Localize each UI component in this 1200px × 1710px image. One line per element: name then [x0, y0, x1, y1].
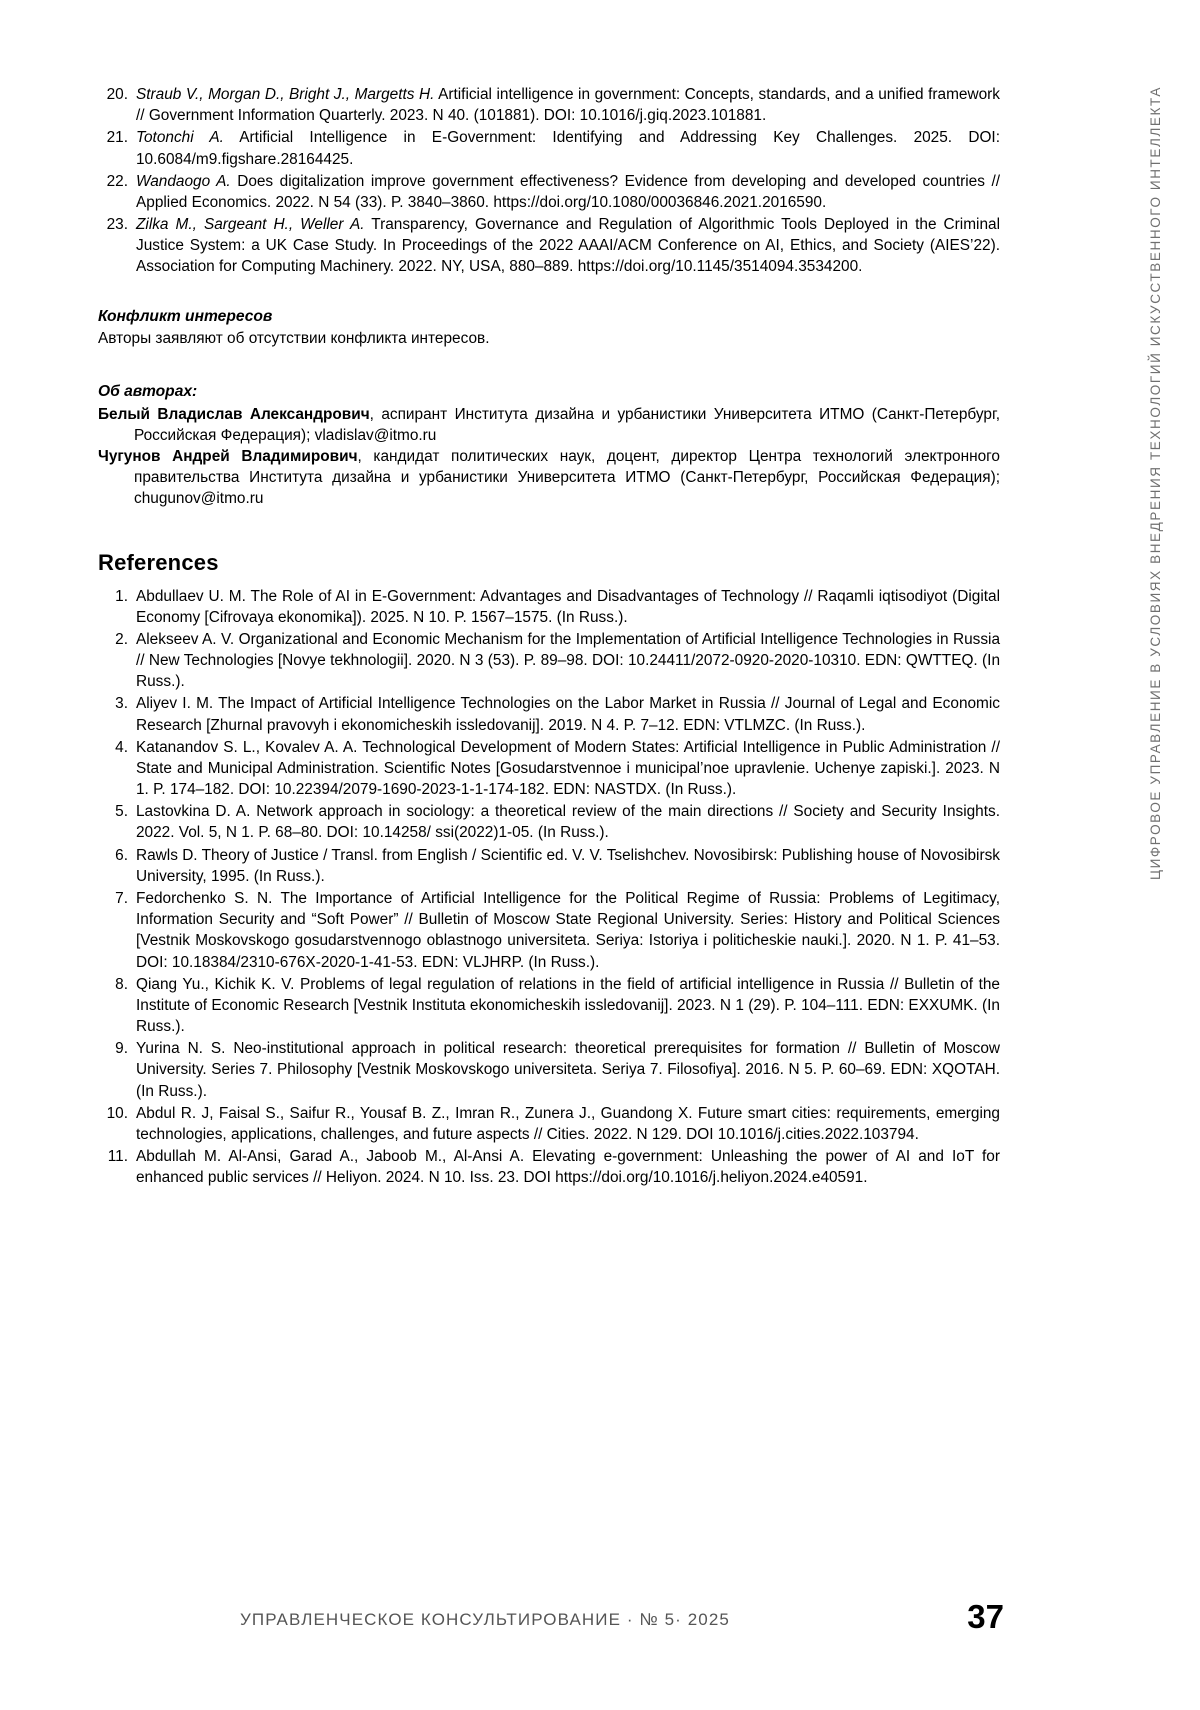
reference-text: Alekseev A. V. Organizational and Economic Mechanism for the Implementation of Artificial Intelligence Technologies in Russia // New Technologies [Novye tekhnologii]. 2020. N 3 (53). P. 89–98. DOI: 10.24411/2072-0920-2020-10310. EDN: QWTTEQ. (In Russ.). — [136, 630, 1000, 691]
reference-text: Abdul R. J, Faisal S., Saifur R., Yousaf B. Z., Imran R., Zunera J., Guandong X. Future smart cities: requirements, emerging technologies, applications, challenges, and future aspects // Cities. 2022. N 129. DOI 10.1016/j.cities.2022.103794. — [136, 1104, 1000, 1143]
reference-text: Artificial intelligence in government: Concepts, standards, and a unified framework // Government Information Quarterly. 2023. N 40. (101881). DOI: 10.1016/j.giq.2023.101881. — [136, 86, 1000, 125]
author-affiliation: , кандидат политических наук, доцент, директор Центра технологий электронного правительства Института дизайна и урбанистики Университета ИТМО (Санкт-Петербург, Российская Федерация); chugunov@itmo.ru — [134, 448, 1000, 508]
author-name: Чугунов Андрей Владимирович — [98, 448, 358, 466]
english-reference-list — [98, 586, 1000, 1189]
reference-number: 4. — [115, 738, 128, 756]
list-item — [98, 1103, 1000, 1145]
reference-number: 3. — [115, 695, 128, 713]
vertical-running-head-text: ЦИФРОВОЕ УПРАВЛЕНИЕ В УСЛОВИЯХ ВНЕДРЕНИЯ ТЕХНОЛОГИЙ ИСКУССТВЕННОГО ИНТЕЛЛЕКТА — [1148, 86, 1164, 880]
page-number: 37 — [967, 1598, 1004, 1635]
list-item — [98, 586, 1000, 628]
reference-text: Transparency, Governance and Regulation of Algorithmic Tools Deployed in the Criminal Justice System: a UK Case Study. In Proceedings of the 2022 AAAI/ACM Conference on AI, Ethics, and Society (AIES’22). Association for Computing Machinery. 2022. NY, USA, 880–889. https://doi.org/10.1145/3514094.3534200. — [136, 216, 1000, 276]
reference-authors: Straub V., Morgan D., Bright J., Margetts H. — [136, 86, 435, 103]
reference-authors: Totonchi A. — [136, 129, 224, 147]
reference-number: 7. — [115, 889, 128, 907]
reference-text: Fedorchenko S. N. The Importance of Artificial Intelligence for the Political Regime of Russia: Problems of Legitimacy, Information Security and “Soft Power” // Bulletin of Moscow State Regional University. Series: History and Political Sciences [Vestnik Moskovskogo gosudarstvennogo oblastnogo universiteta. Seriya: Istoriya i politicheskie nauki.]. 2020. N 1. P. 41–53. DOI: 10.18384/2310-676X-2020-1-41-53. EDN: VLJHRP. (In Russ.). — [136, 889, 1000, 971]
reference-number: 11. — [107, 1148, 128, 1166]
russian-reference-list — [98, 84, 1000, 278]
reference-number: 8. — [115, 975, 128, 993]
list-item — [98, 1146, 1000, 1188]
footer-journal-title: УПРАВЛЕНЧЕСКОЕ КОНСУЛЬТИРОВАНИЕ · № 5· 2025 — [240, 1610, 730, 1629]
list-item — [98, 801, 1000, 843]
reference-number: 10. — [106, 1104, 128, 1122]
list-item — [98, 693, 1000, 735]
author-affiliation: , аспирант Института дизайна и урбанистики Университета ИТМО (Санкт-Петербург, Российская Федерация); vladislav@itmo.ru — [134, 405, 1000, 444]
list-item — [98, 171, 1000, 213]
reference-number: 1. — [115, 587, 128, 605]
reference-number: 6. — [115, 846, 128, 864]
reference-text: Katanandov S. L., Kovalev A. A. Technological Development of Modern States: Artificial Intelligence in Public Administration // State and Municipal Administration. Scientific Notes [Gosudarstvennoe i municipal’noe upravlenie. Uchenye zapiski.]. 2023. N 1. P. 174–182. DOI: 10.22394/2079-1690-2023-1-1-174-182. EDN: NASTDX. (In Russ.). — [136, 738, 1000, 799]
list-item — [98, 214, 1000, 278]
reference-text: Does digitalization improve government effectiveness? Evidence from developing and developed countries // Applied Economics. 2022. N 54 (33). P. 3840–3860. https://doi.org/10.1080/00036846.2021.2016590. — [136, 172, 1000, 211]
list-item — [98, 737, 1000, 801]
author-entry — [98, 446, 1000, 510]
list-item — [98, 845, 1000, 887]
list-item — [98, 127, 1000, 169]
references-title: References — [98, 549, 219, 575]
reference-text: Abdullah M. Al-Ansi, Garad A., Jaboob M., Al-Ansi A. Elevating e-government: Unleashing the power of AI and IoT for enhanced public services // Heliyon. 2024. N 10. Iss. 23. DOI https://doi.org/10.1016/j.heliyon.2024.e40591. — [136, 1148, 1000, 1187]
list-item — [98, 629, 1000, 693]
list-item — [98, 1038, 1000, 1102]
vertical-running-head — [1136, 86, 1176, 1206]
reference-text: Rawls D. Theory of Justice / Transl. from English / Scientific ed. V. V. Tselishchev. Novosibirsk: Publishing house of Novosibirsk University, 1995. (In Russ.). — [136, 846, 1000, 885]
reference-number: 9. — [115, 1040, 128, 1058]
list-item — [98, 974, 1000, 1038]
reference-number: 22. — [106, 172, 128, 190]
about-authors-heading: Об авторах: — [98, 382, 198, 400]
conflict-of-interest-heading: Конфликт интересов — [98, 307, 273, 325]
reference-authors: Zilka M., Sargeant H., Weller A. — [136, 216, 365, 234]
reference-number: 5. — [115, 803, 128, 821]
reference-text: Abdullaev U. M. The Role of AI in E-Government: Advantages and Disadvantages of Technology // Raqamli iqtisodiyot (Digital Economy [Cifrovaya ekonomika]). 2025. N 10. P. 1567–1575. (In Russ.). — [136, 587, 1000, 626]
list-item — [98, 888, 1000, 973]
reference-text: Aliyev I. M. The Impact of Artificial Intelligence Technologies on the Labor Market in Russia // Journal of Legal and Economic Research [Zhurnal pravovyh i ekonomicheskih issledovanij]. 2019. N 4. P. 7–12. EDN: VTLMZC. (In Russ.). — [136, 695, 1000, 734]
reference-text: Artificial Intelligence in E-Government: Identifying and Addressing Key Challenges. 2025. DOI: 10.6084/m9.figshare.28164425. — [136, 129, 1000, 168]
reference-text: Yurina N. S. Neo-institutional approach in political research: theoretical prerequisites for formation // Bulletin of Moscow University. Series 7. Philosophy [Vestnik Moskovskogo universiteta. Seriya 7. Filosofiya]. 2016. N 5. P. 60–69. EDN: XQOTAH. (In Russ.). — [136, 1040, 1000, 1100]
author-name: Белый Владислав Александрович — [98, 405, 370, 423]
page-content — [98, 84, 1000, 1189]
page-footer — [0, 1598, 1200, 1644]
reference-text: Qiang Yu., Kichik K. V. Problems of legal regulation of relations in the field of artificial intelligence in Russia // Bulletin of the Institute of Economic Research [Vestnik Instituta ekonomicheskih issledovanij]. 2023. N 1 (29). P. 104–111. EDN: EXXUMK. (In Russ.). — [136, 975, 1000, 1036]
reference-authors: Wandaogo A. — [136, 172, 231, 190]
conflict-of-interest-text: Авторы заявляют об отсутствии конфликта интересов. — [98, 329, 490, 347]
list-item — [98, 84, 1000, 126]
reference-number: 20. — [106, 86, 128, 103]
reference-number: 21. — [106, 129, 128, 147]
reference-number: 23. — [106, 216, 128, 234]
reference-number: 2. — [115, 630, 128, 648]
reference-text: Lastovkina D. A. Network approach in sociology: a theoretical review of the main directions // Society and Security Insights. 2022. Vol. 5, N 1. P. 68–80. DOI: 10.14258/ ssi(2022)1-05. (In Russ.). — [136, 803, 1000, 842]
author-entry — [98, 404, 1000, 446]
